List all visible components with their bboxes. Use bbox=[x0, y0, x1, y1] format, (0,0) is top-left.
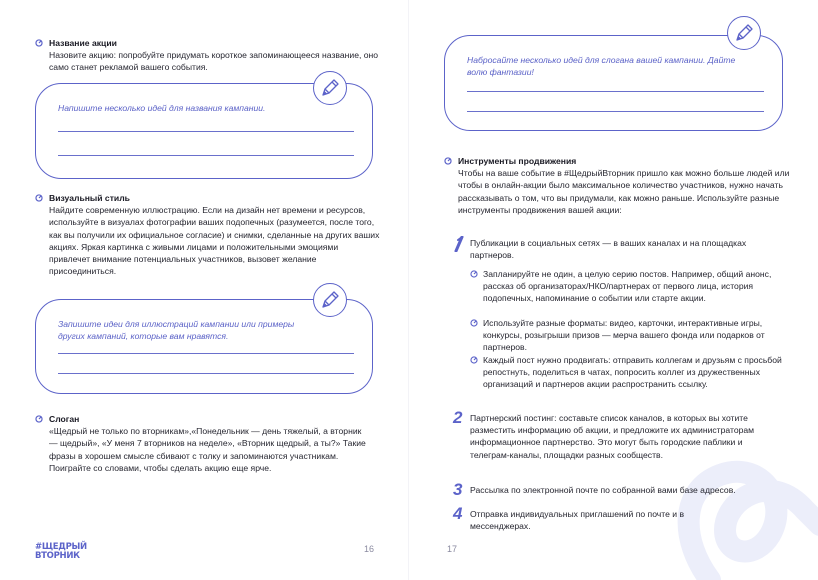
section-name bbox=[49, 37, 379, 74]
bullet-icon bbox=[444, 157, 452, 165]
number-3-icon: 3 bbox=[453, 480, 463, 499]
item-text: Партнерский постинг: составьте список каналов, в которых вы хотите разместить информацию об акции, и предложите их администраторам информационное партнерство. Это могут быть городские паблики и телеграм-каналы, площадки разных сообществ. bbox=[470, 413, 755, 460]
item-text: Рассылка по электронной почте по собранной вами базе адресов. bbox=[470, 485, 736, 495]
pencil-icon bbox=[313, 71, 347, 105]
number-2-icon: 2 bbox=[453, 408, 463, 427]
page-number: 17 bbox=[447, 544, 458, 554]
logo-line-2: ВТОРНИК bbox=[35, 550, 80, 561]
sub-item-promote bbox=[483, 354, 793, 391]
section-body: Найдите современную иллюстрацию. Если на дизайн нет времени и ресурсов, используйте в визуалах фотографии ваших подопечных (разумеется, после того, как вы получили их официальное согласие) и снимки, сделанные на других ваших акциях. Яркая картинка с живыми лицами и положительными эмоциями привлечет внимание потенциальных участников, вызовет желание присоединиться. bbox=[49, 205, 380, 277]
number-one-glyph-icon bbox=[454, 236, 464, 252]
pencil-icon bbox=[727, 16, 761, 50]
section-visual-style bbox=[49, 192, 381, 277]
notes-box-slogan-ideas[interactable] bbox=[444, 35, 783, 131]
right-page bbox=[409, 0, 818, 580]
sub-item-text: Каждый пост нужно продвигать: отправить коллегам и друзьям с просьбой репостнуть, поделиться в чатах, попросить коллег из дружественных организаций и партнеров акции распространить ссылку. bbox=[483, 355, 782, 390]
bullet-icon bbox=[470, 270, 478, 278]
notes-prompt: Набросайте несколько идей для слогана вашей кампании. Дайте волю фантазии! bbox=[467, 55, 736, 77]
sub-item-series bbox=[483, 268, 793, 305]
bullet-icon bbox=[35, 194, 43, 202]
logo-line-1: #ЩЕДРЫЙ bbox=[35, 542, 87, 552]
item-text: Публикации в социальных сетях — в ваших каналах и на площадках партнеров. bbox=[470, 238, 747, 261]
writing-line[interactable] bbox=[467, 91, 764, 92]
section-title: Визуальный стиль bbox=[49, 193, 130, 203]
writing-line[interactable] bbox=[467, 111, 764, 112]
writing-line[interactable] bbox=[58, 155, 354, 156]
number-4-icon: 4 bbox=[453, 504, 463, 523]
section-title: Слоган bbox=[49, 414, 80, 424]
promotion-item-1 bbox=[470, 237, 790, 261]
writing-line[interactable] bbox=[58, 131, 354, 132]
notes-prompt: Запишите идеи для иллюстраций кампании или примеры других кампаний, которые вам нравятся. bbox=[58, 319, 295, 341]
sub-item-formats bbox=[483, 317, 793, 354]
section-body: Назовите акцию: попробуйте придумать короткое запоминающееся название, оно само станет рекламой вашего события. bbox=[49, 50, 379, 73]
bullet-icon bbox=[35, 39, 43, 47]
section-promotion-tools bbox=[458, 155, 790, 216]
promotion-item-3 bbox=[453, 480, 790, 499]
section-body: «Щедрый не только по вторникам»,«Понедельник — день тяжелый, а вторник — щедрый», «У меня 7 вторников на неделе», «Вторник щедрый, а ты?» Такие фразы в хорошем смысле сбивают с толку и запоминаются участникам. Поиграйте со словами, чтобы сделать акцию еще ярче. bbox=[49, 426, 366, 473]
writing-line[interactable] bbox=[58, 353, 354, 354]
section-title: Инструменты продвижения bbox=[458, 156, 577, 166]
sub-item-text: Используйте разные форматы: видео, карточки, интерактивные игры, конкурсы, розыгрыши призов — мерча вашего фонда или подарков от партнеров. bbox=[483, 318, 765, 353]
bullet-icon bbox=[35, 415, 43, 423]
bullet-icon bbox=[470, 319, 478, 327]
page-number: 16 bbox=[364, 544, 375, 554]
promotion-item-2 bbox=[453, 408, 775, 461]
promotion-item-4 bbox=[453, 504, 700, 532]
item-text: Отправка индивидуальных приглашений по почте и в мессенджерах. bbox=[470, 509, 685, 532]
pencil-icon bbox=[313, 283, 347, 317]
section-title: Название акции bbox=[49, 38, 117, 48]
notes-prompt: Напишите несколько идей для названия кампании. bbox=[58, 103, 266, 113]
sub-item-text: Запланируйте не один, а целую серию постов. Например, общий анонс, рассказ об организаторах/НКО/партнерах от первого лица, история подопечных, напоминание о событии или старте акции. bbox=[483, 269, 772, 304]
brand-logo bbox=[35, 543, 87, 560]
section-body: Чтобы на ваше событие в #ЩедрыйВторник пришло как можно больше людей или чтобы в онлайн-акции было максимальное количество участников, нужно начать рассказывать о том, что вы придумали, как можно раньше. Используйте разные инструменты продвижения вашей акции: bbox=[458, 168, 790, 215]
writing-line[interactable] bbox=[58, 373, 354, 374]
bullet-icon bbox=[470, 356, 478, 364]
section-slogan bbox=[49, 413, 369, 474]
